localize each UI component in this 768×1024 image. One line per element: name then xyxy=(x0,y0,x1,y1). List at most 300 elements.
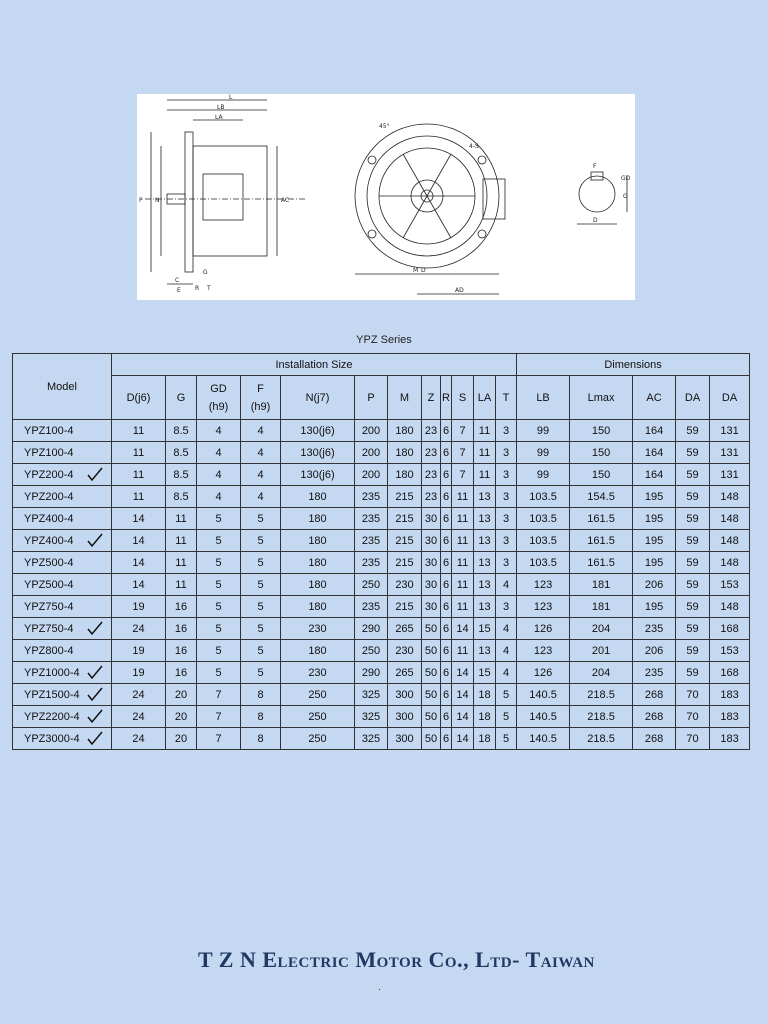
value-cell: 150 xyxy=(570,442,633,464)
value-cell: 6 xyxy=(441,486,452,508)
value-cell: 30 xyxy=(422,574,441,596)
value-cell: 6 xyxy=(441,662,452,684)
bolt-hole-1 xyxy=(368,156,376,164)
value-cell: 50 xyxy=(422,728,441,750)
value-cell: 4 xyxy=(197,442,241,464)
value-cell: 148 xyxy=(710,486,750,508)
model-cell xyxy=(13,618,112,640)
value-cell: 265 xyxy=(388,618,422,640)
value-cell: 8 xyxy=(241,728,281,750)
column-header-label: LB xyxy=(536,391,550,404)
value-cell: 325 xyxy=(355,684,388,706)
value-cell: 5 xyxy=(241,662,281,684)
value-cell: 5 xyxy=(241,552,281,574)
column-header-label: N(j7) xyxy=(305,391,330,404)
value-cell: 161.5 xyxy=(570,530,633,552)
value-cell: 130(j6) xyxy=(281,420,355,442)
value-cell: 16 xyxy=(166,662,197,684)
value-cell: 218.5 xyxy=(570,684,633,706)
value-cell: 123 xyxy=(517,640,570,662)
column-header xyxy=(355,376,388,420)
value-cell: 180 xyxy=(388,420,422,442)
flange-outline xyxy=(185,132,193,272)
label-lb: LB xyxy=(217,104,225,111)
value-cell: 19 xyxy=(112,662,166,684)
value-cell: 8.5 xyxy=(166,464,197,486)
column-header xyxy=(633,376,676,420)
series-title: YPZ Series xyxy=(356,334,412,346)
value-cell: 11 xyxy=(112,464,166,486)
value-cell: 268 xyxy=(633,706,676,728)
value-cell: 11 xyxy=(166,508,197,530)
value-cell: 150 xyxy=(570,464,633,486)
value-cell: 70 xyxy=(676,706,710,728)
value-cell: 11 xyxy=(452,508,474,530)
value-cell: 59 xyxy=(676,464,710,486)
value-cell: 5 xyxy=(197,618,241,640)
value-cell: 180 xyxy=(388,464,422,486)
value-cell: 181 xyxy=(570,574,633,596)
value-cell: 11 xyxy=(112,420,166,442)
value-cell: 19 xyxy=(112,596,166,618)
value-cell: 265 xyxy=(388,662,422,684)
label-e: E xyxy=(177,287,181,294)
value-cell: 268 xyxy=(633,728,676,750)
checkmark-icon xyxy=(87,731,103,746)
value-cell: 268 xyxy=(633,684,676,706)
value-cell: 123 xyxy=(517,596,570,618)
value-cell: 11 xyxy=(112,442,166,464)
column-header xyxy=(452,376,474,420)
value-cell: 7 xyxy=(452,442,474,464)
value-cell: 300 xyxy=(388,706,422,728)
value-cell: 24 xyxy=(112,728,166,750)
value-cell: 59 xyxy=(676,508,710,530)
value-cell: 4 xyxy=(197,486,241,508)
header-installation-size: Installation Size xyxy=(112,354,517,376)
value-cell: 3 xyxy=(496,508,517,530)
value-cell: 161.5 xyxy=(570,552,633,574)
value-cell: 6 xyxy=(441,574,452,596)
value-cell: 180 xyxy=(281,640,355,662)
column-header-label: R xyxy=(442,391,450,404)
value-cell: 5 xyxy=(241,640,281,662)
value-cell: 230 xyxy=(388,640,422,662)
footer-dot: . xyxy=(378,982,381,993)
value-cell: 59 xyxy=(676,574,710,596)
column-header-label: DA xyxy=(721,391,738,404)
model-name: YPZ750-4 xyxy=(24,600,74,613)
value-cell: 5 xyxy=(197,596,241,618)
column-header xyxy=(474,376,496,420)
value-cell: 204 xyxy=(570,618,633,640)
value-cell: 59 xyxy=(676,640,710,662)
value-cell: 59 xyxy=(676,618,710,640)
value-cell: 130(j6) xyxy=(281,442,355,464)
value-cell: 218.5 xyxy=(570,728,633,750)
value-cell: 5 xyxy=(241,530,281,552)
model-cell xyxy=(13,706,112,728)
label-ad: AD xyxy=(455,287,464,294)
value-cell: 164 xyxy=(633,420,676,442)
column-header-label: F xyxy=(257,382,264,395)
column-header xyxy=(197,376,241,420)
value-cell: 11 xyxy=(452,640,474,662)
checkmark-icon xyxy=(87,533,103,548)
value-cell: 11 xyxy=(474,464,496,486)
value-cell: 50 xyxy=(422,684,441,706)
table-row xyxy=(13,640,750,662)
value-cell: 250 xyxy=(281,684,355,706)
label-la: LA xyxy=(215,114,223,121)
value-cell: 164 xyxy=(633,464,676,486)
label-shaft-d: D xyxy=(593,217,598,224)
value-cell: 11 xyxy=(474,420,496,442)
column-header-label: Lmax xyxy=(587,391,615,404)
value-cell: 14 xyxy=(452,662,474,684)
value-cell: 325 xyxy=(355,728,388,750)
value-cell: 325 xyxy=(355,706,388,728)
value-cell: 59 xyxy=(676,596,710,618)
value-cell: 183 xyxy=(710,684,750,706)
value-cell: 290 xyxy=(355,662,388,684)
value-cell: 200 xyxy=(355,420,388,442)
value-cell: 7 xyxy=(197,684,241,706)
value-cell: 148 xyxy=(710,508,750,530)
model-cell xyxy=(13,552,112,574)
value-cell: 18 xyxy=(474,706,496,728)
table-row xyxy=(13,728,750,750)
table-row xyxy=(13,684,750,706)
label-m: M xyxy=(413,267,419,274)
value-cell: 215 xyxy=(388,486,422,508)
column-header xyxy=(241,376,281,420)
value-cell: 13 xyxy=(474,574,496,596)
value-cell: 6 xyxy=(441,728,452,750)
value-cell: 300 xyxy=(388,684,422,706)
value-cell: 6 xyxy=(441,640,452,662)
model-name: YPZ200-4 xyxy=(24,490,74,503)
value-cell: 30 xyxy=(422,552,441,574)
value-cell: 6 xyxy=(441,684,452,706)
model-name: YPZ800-4 xyxy=(24,644,74,657)
value-cell: 4 xyxy=(241,420,281,442)
model-name: YPZ400-4 xyxy=(24,512,74,525)
model-name: YPZ100-4 xyxy=(24,446,74,459)
value-cell: 8.5 xyxy=(166,442,197,464)
value-cell: 99 xyxy=(517,442,570,464)
table-row xyxy=(13,552,750,574)
column-header xyxy=(496,376,517,420)
model-name: YPZ200-4 xyxy=(24,468,74,481)
value-cell: 215 xyxy=(388,530,422,552)
checkmark-icon xyxy=(87,467,103,482)
value-cell: 201 xyxy=(570,640,633,662)
model-cell xyxy=(13,728,112,750)
value-cell: 5 xyxy=(496,728,517,750)
value-cell: 215 xyxy=(388,552,422,574)
model-cell xyxy=(13,596,112,618)
value-cell: 183 xyxy=(710,706,750,728)
value-cell: 180 xyxy=(281,596,355,618)
value-cell: 23 xyxy=(422,420,441,442)
value-cell: 161.5 xyxy=(570,508,633,530)
label-4s: 4-S xyxy=(469,143,479,150)
value-cell: 30 xyxy=(422,530,441,552)
value-cell: 59 xyxy=(676,552,710,574)
value-cell: 6 xyxy=(441,530,452,552)
value-cell: 14 xyxy=(112,508,166,530)
value-cell: 103.5 xyxy=(517,530,570,552)
table-row xyxy=(13,574,750,596)
value-cell: 16 xyxy=(166,596,197,618)
column-header-label: AC xyxy=(646,391,662,404)
value-cell: 7 xyxy=(452,464,474,486)
value-cell: 4 xyxy=(197,420,241,442)
value-cell: 13 xyxy=(474,640,496,662)
value-cell: 70 xyxy=(676,684,710,706)
value-cell: 5 xyxy=(197,662,241,684)
value-cell: 24 xyxy=(112,684,166,706)
model-cell xyxy=(13,530,112,552)
value-cell: 204 xyxy=(570,662,633,684)
column-header xyxy=(281,376,355,420)
value-cell: 11 xyxy=(474,442,496,464)
label-r: R xyxy=(195,285,200,292)
value-cell: 235 xyxy=(633,662,676,684)
value-cell: 5 xyxy=(496,684,517,706)
value-cell: 14 xyxy=(112,530,166,552)
value-cell: 19 xyxy=(112,640,166,662)
value-cell: 103.5 xyxy=(517,552,570,574)
column-header xyxy=(166,376,197,420)
value-cell: 5 xyxy=(241,574,281,596)
column-header xyxy=(710,376,750,420)
value-cell: 250 xyxy=(355,640,388,662)
model-name: YPZ1000-4 xyxy=(24,666,80,679)
value-cell: 235 xyxy=(355,530,388,552)
motor-body-outline xyxy=(193,146,267,256)
label-ac: AC xyxy=(281,197,290,204)
value-cell: 13 xyxy=(474,596,496,618)
value-cell: 3 xyxy=(496,464,517,486)
value-cell: 4 xyxy=(496,618,517,640)
column-header-label: M xyxy=(399,391,410,404)
value-cell: 154.5 xyxy=(570,486,633,508)
value-cell: 200 xyxy=(355,464,388,486)
value-cell: 11 xyxy=(452,596,474,618)
value-cell: 30 xyxy=(422,508,441,530)
value-cell: 250 xyxy=(281,706,355,728)
technical-drawing xyxy=(137,94,635,300)
value-cell: 99 xyxy=(517,420,570,442)
column-header xyxy=(441,376,452,420)
value-cell: 126 xyxy=(517,618,570,640)
value-cell: 15 xyxy=(474,618,496,640)
column-header-sublabel: (h9) xyxy=(208,400,229,413)
value-cell: 140.5 xyxy=(517,706,570,728)
value-cell: 11 xyxy=(166,530,197,552)
value-cell: 59 xyxy=(676,662,710,684)
value-cell: 218.5 xyxy=(570,706,633,728)
column-header-label: D(j6) xyxy=(126,391,151,404)
value-cell: 59 xyxy=(676,420,710,442)
value-cell: 140.5 xyxy=(517,684,570,706)
value-cell: 180 xyxy=(281,508,355,530)
value-cell: 250 xyxy=(355,574,388,596)
shaft-section-circle xyxy=(579,176,615,212)
value-cell: 13 xyxy=(474,486,496,508)
company-footer: T Z N Electric Motor Co., Ltd- Taiwan xyxy=(198,947,595,972)
value-cell: 7 xyxy=(452,420,474,442)
model-cell xyxy=(13,486,112,508)
column-header-label: LA xyxy=(477,391,492,404)
value-cell: 16 xyxy=(166,618,197,640)
model-cell xyxy=(13,464,112,486)
value-cell: 3 xyxy=(496,596,517,618)
value-cell: 6 xyxy=(441,618,452,640)
model-name: YPZ2200-4 xyxy=(24,710,80,723)
value-cell: 290 xyxy=(355,618,388,640)
value-cell: 23 xyxy=(422,486,441,508)
value-cell: 6 xyxy=(441,464,452,486)
value-cell: 5 xyxy=(197,574,241,596)
header-row-groups xyxy=(13,354,750,376)
checkmark-icon xyxy=(87,621,103,636)
value-cell: 215 xyxy=(388,508,422,530)
value-cell: 103.5 xyxy=(517,486,570,508)
model-name: YPZ400-4 xyxy=(24,534,74,547)
model-name: YPZ1500-4 xyxy=(24,688,80,701)
value-cell: 123 xyxy=(517,574,570,596)
column-header-sublabel: (h9) xyxy=(250,400,271,413)
column-header-label: T xyxy=(502,391,510,404)
value-cell: 168 xyxy=(710,618,750,640)
value-cell: 59 xyxy=(676,530,710,552)
model-name: YPZ100-4 xyxy=(24,424,74,437)
value-cell: 11 xyxy=(166,552,197,574)
column-header xyxy=(570,376,633,420)
table-row xyxy=(13,706,750,728)
checkmark-icon xyxy=(87,709,103,724)
value-cell: 180 xyxy=(281,552,355,574)
value-cell: 14 xyxy=(452,706,474,728)
value-cell: 126 xyxy=(517,662,570,684)
value-cell: 8 xyxy=(241,706,281,728)
value-cell: 235 xyxy=(633,618,676,640)
value-cell: 50 xyxy=(422,618,441,640)
header-dimensions: Dimensions xyxy=(517,354,750,376)
value-cell: 168 xyxy=(710,662,750,684)
value-cell: 181 xyxy=(570,596,633,618)
value-cell: 23 xyxy=(422,442,441,464)
model-cell xyxy=(13,442,112,464)
bolt-hole-2 xyxy=(478,156,486,164)
value-cell: 148 xyxy=(710,530,750,552)
value-cell: 5 xyxy=(197,530,241,552)
value-cell: 3 xyxy=(496,486,517,508)
value-cell: 153 xyxy=(710,640,750,662)
checkmark-icon xyxy=(87,665,103,680)
value-cell: 195 xyxy=(633,530,676,552)
value-cell: 6 xyxy=(441,442,452,464)
value-cell: 23 xyxy=(422,464,441,486)
value-cell: 4 xyxy=(241,486,281,508)
model-name: YPZ500-4 xyxy=(24,578,74,591)
value-cell: 150 xyxy=(570,420,633,442)
value-cell: 235 xyxy=(355,508,388,530)
label-c: C xyxy=(175,277,180,284)
value-cell: 131 xyxy=(710,464,750,486)
label-f: F xyxy=(593,163,597,170)
table-row xyxy=(13,420,750,442)
value-cell: 8.5 xyxy=(166,420,197,442)
table-row xyxy=(13,596,750,618)
column-header-label: P xyxy=(367,391,375,404)
value-cell: 195 xyxy=(633,508,676,530)
model-name: YPZ750-4 xyxy=(24,622,74,635)
value-cell: 70 xyxy=(676,728,710,750)
value-cell: 206 xyxy=(633,574,676,596)
value-cell: 195 xyxy=(633,596,676,618)
value-cell: 14 xyxy=(452,728,474,750)
value-cell: 5 xyxy=(197,552,241,574)
value-cell: 8 xyxy=(241,684,281,706)
value-cell: 18 xyxy=(474,728,496,750)
model-cell xyxy=(13,662,112,684)
label-t: T xyxy=(207,285,211,292)
column-header-label: G xyxy=(176,391,186,404)
value-cell: 18 xyxy=(474,684,496,706)
value-cell: 148 xyxy=(710,596,750,618)
value-cell: 16 xyxy=(166,640,197,662)
label-gd: GD xyxy=(621,175,631,182)
value-cell: 11 xyxy=(452,530,474,552)
value-cell: 131 xyxy=(710,442,750,464)
value-cell: 3 xyxy=(496,530,517,552)
bolt-hole-3 xyxy=(368,230,376,238)
label-g: G xyxy=(203,269,208,276)
value-cell: 4 xyxy=(496,574,517,596)
table-row xyxy=(13,662,750,684)
value-cell: 195 xyxy=(633,486,676,508)
model-name: YPZ500-4 xyxy=(24,556,74,569)
value-cell: 183 xyxy=(710,728,750,750)
terminal-box-outline xyxy=(203,174,243,220)
model-cell xyxy=(13,684,112,706)
value-cell: 300 xyxy=(388,728,422,750)
value-cell: 11 xyxy=(452,574,474,596)
specification-table xyxy=(12,353,750,750)
value-cell: 6 xyxy=(441,420,452,442)
value-cell: 130(j6) xyxy=(281,464,355,486)
column-header xyxy=(388,376,422,420)
column-header-label: DA xyxy=(684,391,701,404)
value-cell: 148 xyxy=(710,552,750,574)
model-cell xyxy=(13,574,112,596)
value-cell: 230 xyxy=(388,574,422,596)
label-45: 45° xyxy=(379,123,390,130)
value-cell: 59 xyxy=(676,442,710,464)
value-cell: 5 xyxy=(197,640,241,662)
value-cell: 230 xyxy=(281,662,355,684)
value-cell: 164 xyxy=(633,442,676,464)
table-row xyxy=(13,442,750,464)
value-cell: 4 xyxy=(496,640,517,662)
value-cell: 250 xyxy=(281,728,355,750)
value-cell: 11 xyxy=(166,574,197,596)
value-cell: 4 xyxy=(496,662,517,684)
